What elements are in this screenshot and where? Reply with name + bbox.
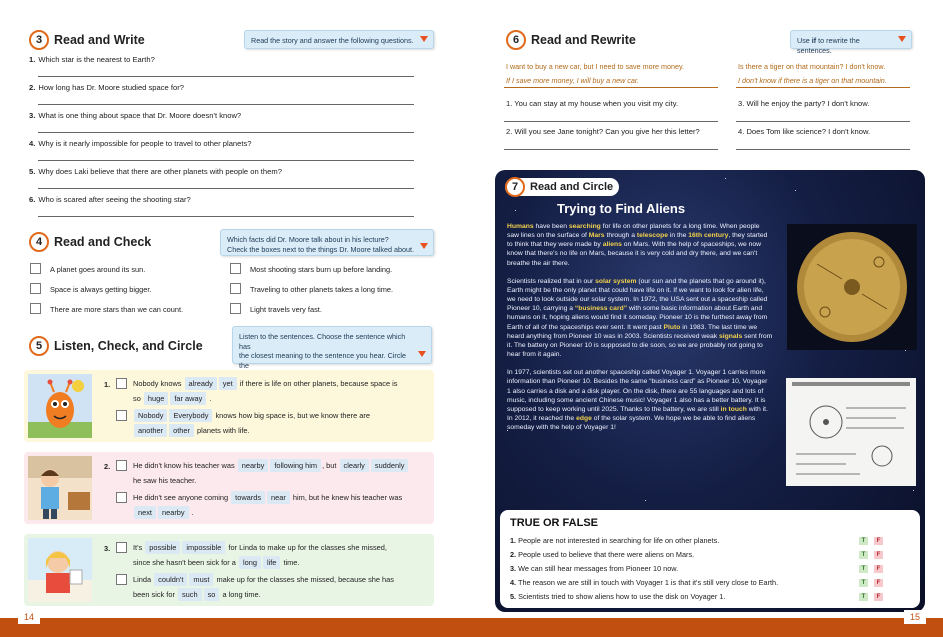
item-3a-checkbox[interactable] bbox=[116, 542, 127, 553]
story-keyword: Humans bbox=[507, 223, 534, 230]
item-1a-sentence-cont: so huge far away . bbox=[133, 394, 212, 403]
option-towards[interactable]: towards bbox=[231, 491, 265, 504]
s3-answer-line-5[interactable] bbox=[38, 188, 414, 189]
checkbox-fact-5[interactable] bbox=[230, 283, 241, 294]
tof-3-true[interactable]: T bbox=[859, 565, 868, 573]
option-another[interactable]: another bbox=[134, 424, 167, 437]
s3-answer-line-4[interactable] bbox=[38, 160, 414, 161]
s3-question-4: 4. Why is it nearly impossible for people to travel to other planets? bbox=[29, 139, 252, 148]
s6-answer-line-2[interactable] bbox=[504, 149, 718, 150]
fact-6-label: Light travels very fast. bbox=[250, 305, 322, 314]
story-text bbox=[507, 222, 773, 441]
option-everybody[interactable]: Everybody bbox=[169, 409, 212, 422]
story-text-run: have been bbox=[533, 223, 569, 230]
option-nobody[interactable]: Nobody bbox=[134, 409, 167, 422]
item-1a-checkbox[interactable] bbox=[116, 378, 127, 389]
dropdown-triangle-icon bbox=[420, 243, 428, 249]
section-5-number: 5 bbox=[29, 336, 49, 356]
story-text-run: (our sun and the planets that go around it), Earth might be the only planet that could have life on it. If we want to look for alien life, we need to look outside our solar system. In 1972, the USA sent out a spaceship called Pioneer 10, carrying a bbox=[507, 277, 768, 313]
section-6-title: Read and Rewrite bbox=[531, 33, 636, 47]
item-3b-checkbox[interactable] bbox=[116, 574, 127, 585]
example-1-line bbox=[504, 87, 718, 88]
s6-question-3: 3. Will he enjoy the party? I don't know. bbox=[738, 99, 870, 108]
item-1b-sentence-cont: another other planets with life. bbox=[133, 424, 250, 437]
checkbox-fact-1[interactable] bbox=[30, 263, 41, 274]
golden-record-image bbox=[787, 224, 917, 350]
s3-question-3: 3. What is one thing about space that Dr. Moore doesn't know? bbox=[29, 111, 242, 120]
option-such[interactable]: such bbox=[178, 588, 202, 601]
right-page-number: 15 bbox=[904, 610, 926, 624]
fact-5-label: Traveling to other planets takes a long time. bbox=[250, 285, 394, 294]
example-2-answer: I don't know if there is a tiger on that mountain. bbox=[738, 76, 887, 85]
tof-2-true[interactable]: T bbox=[859, 551, 868, 559]
story-text-run: with it. In 2012, it reached the bbox=[507, 405, 768, 422]
section-5-instruction-line-1: Listen to the sentences. Choose the sentence which has bbox=[239, 332, 406, 351]
example-1-question: I want to buy a new car, but I need to save more money. bbox=[506, 62, 685, 71]
s3-answer-line-1[interactable] bbox=[38, 76, 414, 77]
story-keyword: signals bbox=[719, 332, 743, 340]
section-3-number: 3 bbox=[29, 30, 49, 50]
item-2-number: 2. bbox=[104, 462, 111, 471]
option-long[interactable]: long bbox=[239, 556, 261, 569]
section-5-instruction bbox=[232, 326, 432, 370]
item-1b-sentence: Nobody Everybody knows how big space is, but we know there are bbox=[133, 409, 370, 422]
section-6-number: 6 bbox=[506, 30, 526, 50]
story-keyword: aliens bbox=[602, 241, 622, 249]
option-next[interactable]: next bbox=[134, 506, 156, 519]
item-2b-sentence: He didn't see anyone coming towards near him, but he knew his teacher was bbox=[133, 493, 403, 502]
tof-5-true[interactable]: T bbox=[859, 593, 868, 601]
option-following-him[interactable]: following him bbox=[270, 459, 321, 472]
checkbox-fact-3[interactable] bbox=[30, 303, 41, 314]
fact-3-label: There are more stars than we can count. bbox=[50, 305, 184, 314]
option-possible[interactable]: possible bbox=[145, 541, 180, 554]
tof-question-3: 3. We can still hear messages from Pioneer 10 now. bbox=[510, 564, 679, 573]
tof-4-false[interactable]: F bbox=[874, 579, 883, 587]
section-6-instruction: Use if to rewrite the sentences. bbox=[790, 30, 912, 49]
s6-question-2: 2. Will you see Jane tonight? Can you give her this letter? bbox=[506, 127, 700, 136]
option-already[interactable]: already bbox=[185, 377, 217, 390]
option-yet[interactable]: yet bbox=[219, 377, 237, 390]
example-1-answer: If I save more money, I will buy a new car. bbox=[506, 76, 640, 85]
option-couldnt[interactable]: couldn't bbox=[154, 573, 187, 586]
fact-2-label: Space is always getting bigger. bbox=[50, 285, 152, 294]
section-5-instruction-line-2: the closest meaning to the sentence you hear. Circle the bbox=[239, 351, 407, 370]
story-text-run: on Mars. With the help of spaceships, we now know that there's no life on Mars, because it is very cold and dry there, and we can't breathe the air there. bbox=[507, 241, 762, 267]
s3-question-2: 2. How long has Dr. Moore studied space for? bbox=[29, 83, 184, 92]
option-nearby-2[interactable]: nearby bbox=[158, 506, 189, 519]
option-impossible[interactable]: impossible bbox=[182, 541, 225, 554]
story-text-run: with some basic information about Earth and humans on it, hoping aliens would find it someday. Pioneer 10 is the furthest away from Earth of all of the spaceships ever sent. It went past bbox=[507, 305, 768, 331]
item-3b-sentence-cont: been sick for such so a long time. bbox=[133, 590, 261, 599]
record-diagram-image bbox=[786, 378, 916, 486]
checkbox-fact-4[interactable] bbox=[230, 263, 241, 274]
s3-question-5: 5. Why does Laki believe that there are other planets with people on them? bbox=[29, 167, 282, 176]
item-1a-sentence: Nobody knows already yet if there is life on other planets, because space is bbox=[133, 379, 398, 388]
story-text-run: of the solar system. We hope we be able to find aliens someday with the help of Voyager 1! bbox=[507, 414, 756, 432]
fact-4-label: Most shooting stars burn up before landing. bbox=[250, 265, 393, 274]
section-3-title: Read and Write bbox=[54, 33, 145, 47]
story-paragraph-1 bbox=[507, 222, 773, 268]
checkbox-fact-2[interactable] bbox=[30, 283, 41, 294]
story-text-run: , they started to think that they were made by bbox=[507, 232, 768, 249]
section-4-instruction-line-2: Check the boxes next to the things Dr. Moore talked about. bbox=[227, 244, 414, 254]
dropdown-triangle-icon bbox=[420, 36, 428, 42]
story-text-run: through a bbox=[604, 232, 637, 240]
story-text-run: In 1977, scientists set out another spaceship called Voyager 1. Voyager 1 carries more information than Pioneer 10. Besides the same “business card” as Pioneer 10, Voyager 1 also carries a disk and a disk player. On the disk, there are 55 languages and lots of music, including some ancient Chinese music! Voyager 1 also has a better battery. It is supposed to keep working until 2025. Thanks to the battery, we are still bbox=[507, 369, 768, 413]
footer-bar bbox=[0, 618, 943, 637]
item-2a-sentence: He didn't know his teacher was nearby following him , but clearly suddenly bbox=[133, 459, 409, 472]
story-keyword: Pluto bbox=[663, 323, 681, 331]
item-1-number: 1. bbox=[104, 380, 111, 389]
item-2a-sentence-cont: he saw his teacher. bbox=[133, 476, 197, 485]
sick-girl-illustration bbox=[28, 538, 92, 602]
item-2b-checkbox[interactable] bbox=[116, 492, 127, 503]
item-3a-sentence: It's possible impossible for Linda to make up for the classes she missed, bbox=[133, 543, 387, 552]
item-3b-sentence: Linda couldn't must make up for the classes she missed, because she has bbox=[133, 575, 394, 584]
item-2a-checkbox[interactable] bbox=[116, 460, 127, 471]
s6-answer-line-1[interactable] bbox=[504, 121, 718, 122]
fact-1-label: A planet goes around its sun. bbox=[50, 265, 146, 274]
dropdown-triangle-icon bbox=[418, 351, 426, 357]
option-huge[interactable]: huge bbox=[144, 392, 168, 405]
story-text-run: sent from it. The battery on Pioneer 10 is supposed to die soon, so we are probably not going to hear from it again. bbox=[507, 332, 773, 359]
story-keyword: solar system bbox=[595, 277, 637, 285]
tof-1-false[interactable]: F bbox=[874, 537, 883, 545]
s6-question-1: 1. You can stay at my house when you visit my city. bbox=[506, 99, 679, 108]
example-2-question: Is there a tiger on that mountain? I don't know. bbox=[738, 62, 886, 71]
option-other[interactable]: other bbox=[169, 424, 194, 437]
s6-answer-line-3[interactable] bbox=[736, 121, 910, 122]
tof-5-false[interactable]: F bbox=[874, 593, 883, 601]
story-paragraph-2 bbox=[507, 277, 773, 359]
story-text-run: for life on other planets for a long time. When people saw lines on the surface of bbox=[507, 223, 760, 240]
story-keyword: Mars bbox=[588, 232, 605, 240]
s6-answer-line-4[interactable] bbox=[736, 149, 910, 150]
teacher-illustration bbox=[28, 456, 92, 520]
s6-question-4: 4. Does Tom like science? I don't know. bbox=[738, 127, 871, 136]
s3-answer-line-3[interactable] bbox=[38, 132, 414, 133]
tof-3-false[interactable]: F bbox=[874, 565, 883, 573]
tof-question-1: 1. People are not interested in searching for life on other planets. bbox=[510, 536, 720, 545]
option-life[interactable]: life bbox=[263, 556, 280, 569]
option-nearby[interactable]: nearby bbox=[238, 459, 269, 472]
alien-illustration bbox=[28, 374, 92, 438]
story-keyword: telescope bbox=[636, 232, 668, 240]
option-clearly[interactable]: clearly bbox=[340, 459, 369, 472]
s3-answer-line-2[interactable] bbox=[38, 104, 414, 105]
s3-question-1: 1. Which star is the nearest to Earth? bbox=[29, 55, 155, 64]
story-title: Trying to Find Aliens bbox=[557, 201, 686, 216]
section-5-title: Listen, Check, and Circle bbox=[54, 339, 203, 353]
tof-question-4: 4. The reason we are still in touch with Voyager 1 is that it's still very close to Earth. bbox=[510, 578, 779, 587]
section-4-instruction bbox=[220, 229, 434, 256]
section-3-instruction-text: Read the story and answer the following questions. bbox=[251, 36, 414, 45]
story-keyword: “business card” bbox=[574, 305, 628, 313]
story-keyword: 16th century bbox=[688, 232, 729, 240]
option-suddenly[interactable]: suddenly bbox=[371, 459, 409, 472]
tof-question-5: 5. Scientists tried to show aliens how to use the disk on Voyager 1. bbox=[510, 592, 726, 601]
story-paragraph-3 bbox=[507, 368, 773, 432]
story-keyword: edge bbox=[576, 414, 592, 422]
tof-title: TRUE OR FALSE bbox=[510, 517, 599, 529]
tof-1-true[interactable]: T bbox=[859, 537, 868, 545]
section-7-number: 7 bbox=[505, 177, 525, 197]
story-keyword: in touch bbox=[720, 405, 747, 413]
option-far-away[interactable]: far away bbox=[170, 392, 206, 405]
story-text-run: in the bbox=[667, 232, 689, 240]
dropdown-triangle-icon bbox=[898, 36, 906, 42]
item-2b-sentence-cont: next nearby . bbox=[133, 506, 194, 519]
s3-question-6: 6. Who is scared after seeing the shooting star? bbox=[29, 195, 191, 204]
story-text-run: Scientists realized that in our bbox=[507, 277, 596, 285]
section-7-title: Read and Circle bbox=[530, 181, 614, 193]
item-3-number: 3. bbox=[104, 544, 111, 553]
tof-2-false[interactable]: F bbox=[874, 551, 883, 559]
section-4-number: 4 bbox=[29, 232, 49, 252]
s3-answer-line-6[interactable] bbox=[38, 216, 414, 217]
checkbox-fact-6[interactable] bbox=[230, 303, 241, 314]
example-2-line bbox=[736, 87, 910, 88]
option-must[interactable]: must bbox=[189, 573, 213, 586]
story-text-run: in 1983. The last time we heard anything from Pioneer 10 was in 2003. Scientists received weak bbox=[507, 323, 758, 340]
story-keyword: searching bbox=[568, 223, 601, 230]
section-4-title: Read and Check bbox=[54, 235, 152, 249]
section-4-instruction-line-1: Which facts did Dr. Moore talk about in his lecture? bbox=[227, 235, 389, 244]
section-3-instruction bbox=[244, 30, 434, 49]
left-page-number: 14 bbox=[18, 610, 40, 624]
option-near[interactable]: near bbox=[267, 491, 290, 504]
item-3a-sentence-cont: since she hasn't been sick for a long life time. bbox=[133, 558, 300, 567]
option-so[interactable]: so bbox=[204, 588, 220, 601]
tof-4-true[interactable]: T bbox=[859, 579, 868, 587]
item-1b-checkbox[interactable] bbox=[116, 410, 127, 421]
tof-question-2: 2. People used to believe that there were aliens on Mars. bbox=[510, 550, 695, 559]
